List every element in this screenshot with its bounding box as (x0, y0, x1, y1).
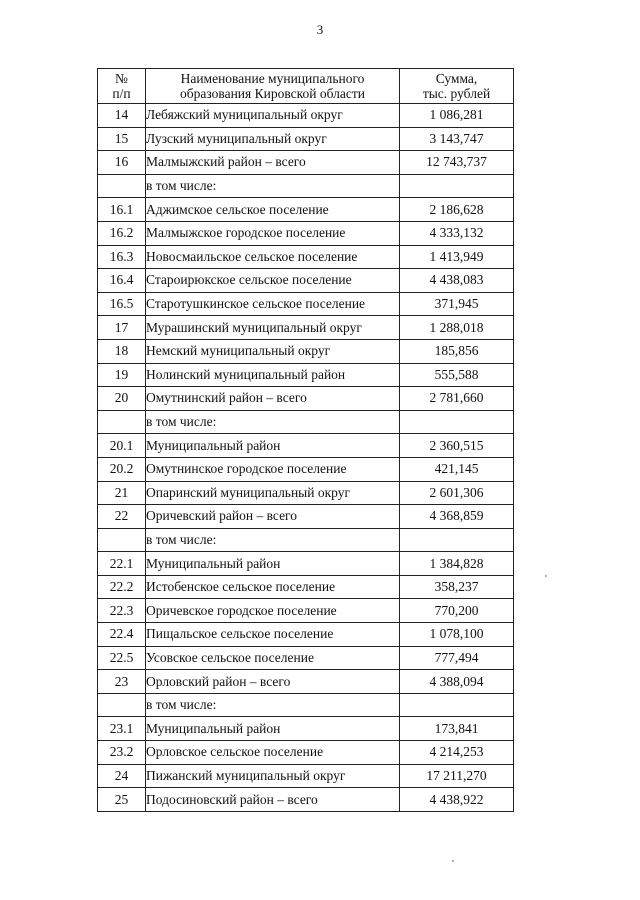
table-row (98, 481, 514, 505)
row-name-cell: в том числе: (146, 528, 400, 552)
row-name-cell: Пижанский муниципальный округ (146, 764, 400, 788)
row-name-cell: Лебяжский муниципальный округ (146, 104, 400, 128)
row-name-cell: Мурашинский муниципальный округ (146, 316, 400, 340)
row-number-cell (98, 174, 146, 198)
row-name-cell: Омутнинское городское поселение (146, 457, 400, 481)
table-row (98, 174, 514, 198)
table-row (98, 528, 514, 552)
table-row (98, 221, 514, 245)
table-row (98, 599, 514, 623)
table-row (98, 646, 514, 670)
table-row (98, 788, 514, 812)
row-name-cell: Аджимское сельское поселение (146, 198, 400, 222)
row-sum-cell: 1 384,828 (400, 552, 514, 576)
table-row (98, 575, 514, 599)
row-name-cell: Лузский муниципальный округ (146, 127, 400, 151)
row-name-cell: Староирюкское сельское поселение (146, 269, 400, 293)
row-number-cell: 21 (98, 481, 146, 505)
column-header-sum-line1: Сумма, (435, 71, 478, 86)
row-sum-cell: 173,841 (400, 717, 514, 741)
row-name-cell: Нолинский муниципальный район (146, 363, 400, 387)
row-sum-cell: 2 781,660 (400, 387, 514, 411)
row-sum-cell: 1 086,281 (400, 104, 514, 128)
table-row (98, 670, 514, 694)
row-number-cell: 17 (98, 316, 146, 340)
row-name-cell: Малмыжский район – всего (146, 151, 400, 175)
row-sum-cell: 777,494 (400, 646, 514, 670)
budget-table (97, 68, 514, 812)
row-number-cell: 22.2 (98, 575, 146, 599)
row-sum-cell: 358,237 (400, 575, 514, 599)
row-number-cell: 25 (98, 788, 146, 812)
column-header-name-line2: образования Кировской области (180, 86, 365, 101)
table-row (98, 457, 514, 481)
row-number-cell: 19 (98, 363, 146, 387)
row-sum-cell: 2 601,306 (400, 481, 514, 505)
scan-speck (545, 575, 547, 577)
table-row (98, 505, 514, 529)
row-sum-cell: 4 214,253 (400, 741, 514, 765)
row-number-cell: 20 (98, 387, 146, 411)
row-number-cell: 22.3 (98, 599, 146, 623)
column-header-name (146, 69, 400, 104)
table-row (98, 245, 514, 269)
row-sum-cell: 17 211,270 (400, 764, 514, 788)
table-row (98, 151, 514, 175)
table-row (98, 552, 514, 576)
row-number-cell: 18 (98, 339, 146, 363)
row-number-cell (98, 693, 146, 717)
row-sum-cell: 421,145 (400, 457, 514, 481)
table-row (98, 292, 514, 316)
table-body (98, 104, 514, 812)
row-name-cell: Муниципальный район (146, 552, 400, 576)
table-row (98, 410, 514, 434)
row-sum-cell: 1 078,100 (400, 623, 514, 647)
row-sum-cell (400, 174, 514, 198)
row-number-cell: 16.5 (98, 292, 146, 316)
row-sum-cell: 555,588 (400, 363, 514, 387)
row-name-cell: Муниципальный район (146, 717, 400, 741)
row-sum-cell: 12 743,737 (400, 151, 514, 175)
row-number-cell: 24 (98, 764, 146, 788)
table-header-row (98, 69, 514, 104)
row-sum-cell: 4 333,132 (400, 221, 514, 245)
table-row (98, 387, 514, 411)
row-sum-cell: 371,945 (400, 292, 514, 316)
column-header-number-line2: п/п (112, 86, 131, 101)
scan-speck (452, 860, 454, 862)
row-sum-cell: 4 438,922 (400, 788, 514, 812)
row-sum-cell: 770,200 (400, 599, 514, 623)
row-name-cell: Орловское сельское поселение (146, 741, 400, 765)
row-sum-cell: 4 388,094 (400, 670, 514, 694)
table-row (98, 104, 514, 128)
row-number-cell: 23 (98, 670, 146, 694)
row-number-cell: 16.3 (98, 245, 146, 269)
row-number-cell (98, 528, 146, 552)
row-name-cell: Оричевский район – всего (146, 505, 400, 529)
row-sum-cell: 185,856 (400, 339, 514, 363)
row-number-cell: 16.1 (98, 198, 146, 222)
table-row (98, 363, 514, 387)
row-sum-cell (400, 528, 514, 552)
row-number-cell: 22.1 (98, 552, 146, 576)
table-row (98, 127, 514, 151)
row-number-cell: 20.1 (98, 434, 146, 458)
row-name-cell: Усовское сельское поселение (146, 646, 400, 670)
row-number-cell: 16.4 (98, 269, 146, 293)
column-header-sum (400, 69, 514, 104)
row-name-cell: Оричевское городское поселение (146, 599, 400, 623)
page-number: 3 (316, 22, 324, 37)
table-row (98, 693, 514, 717)
table-row (98, 269, 514, 293)
column-header-name-line1: Наименование муниципального (180, 71, 365, 86)
table-row (98, 339, 514, 363)
row-name-cell: в том числе: (146, 174, 400, 198)
row-sum-cell: 1 413,949 (400, 245, 514, 269)
row-number-cell: 23.2 (98, 741, 146, 765)
row-number-cell: 14 (98, 104, 146, 128)
row-name-cell: Новосмаильское сельское поселение (146, 245, 400, 269)
row-name-cell: Истобенское сельское поселение (146, 575, 400, 599)
row-name-cell: Малмыжское городское поселение (146, 221, 400, 245)
row-number-cell (98, 410, 146, 434)
row-number-cell: 22 (98, 505, 146, 529)
row-sum-cell: 3 143,747 (400, 127, 514, 151)
table-row (98, 198, 514, 222)
row-name-cell: Орловский район – всего (146, 670, 400, 694)
column-header-number-line1: № (115, 71, 128, 86)
row-number-cell: 23.1 (98, 717, 146, 741)
row-number-cell: 22.4 (98, 623, 146, 647)
table-row (98, 623, 514, 647)
row-name-cell: Немский муниципальный округ (146, 339, 400, 363)
column-header-sum-line2: тыс. рублей (422, 86, 491, 101)
row-sum-cell: 4 438,083 (400, 269, 514, 293)
row-number-cell: 16 (98, 151, 146, 175)
table-row (98, 434, 514, 458)
row-name-cell: в том числе: (146, 410, 400, 434)
table-row (98, 764, 514, 788)
row-number-cell: 16.2 (98, 221, 146, 245)
row-name-cell: Пищальское сельское поселение (146, 623, 400, 647)
row-name-cell: в том числе: (146, 693, 400, 717)
row-number-cell: 22.5 (98, 646, 146, 670)
row-sum-cell: 1 288,018 (400, 316, 514, 340)
row-name-cell: Муниципальный район (146, 434, 400, 458)
table-row (98, 316, 514, 340)
column-header-number (98, 69, 146, 104)
row-number-cell: 15 (98, 127, 146, 151)
table-row (98, 741, 514, 765)
row-name-cell: Подосиновский район – всего (146, 788, 400, 812)
row-name-cell: Опаринский муниципальный округ (146, 481, 400, 505)
row-sum-cell: 2 186,628 (400, 198, 514, 222)
table-row (98, 717, 514, 741)
row-sum-cell: 2 360,515 (400, 434, 514, 458)
row-name-cell: Старотушкинское сельское поселение (146, 292, 400, 316)
row-sum-cell (400, 410, 514, 434)
row-number-cell: 20.2 (98, 457, 146, 481)
row-sum-cell (400, 693, 514, 717)
row-name-cell: Омутнинский район – всего (146, 387, 400, 411)
row-sum-cell: 4 368,859 (400, 505, 514, 529)
